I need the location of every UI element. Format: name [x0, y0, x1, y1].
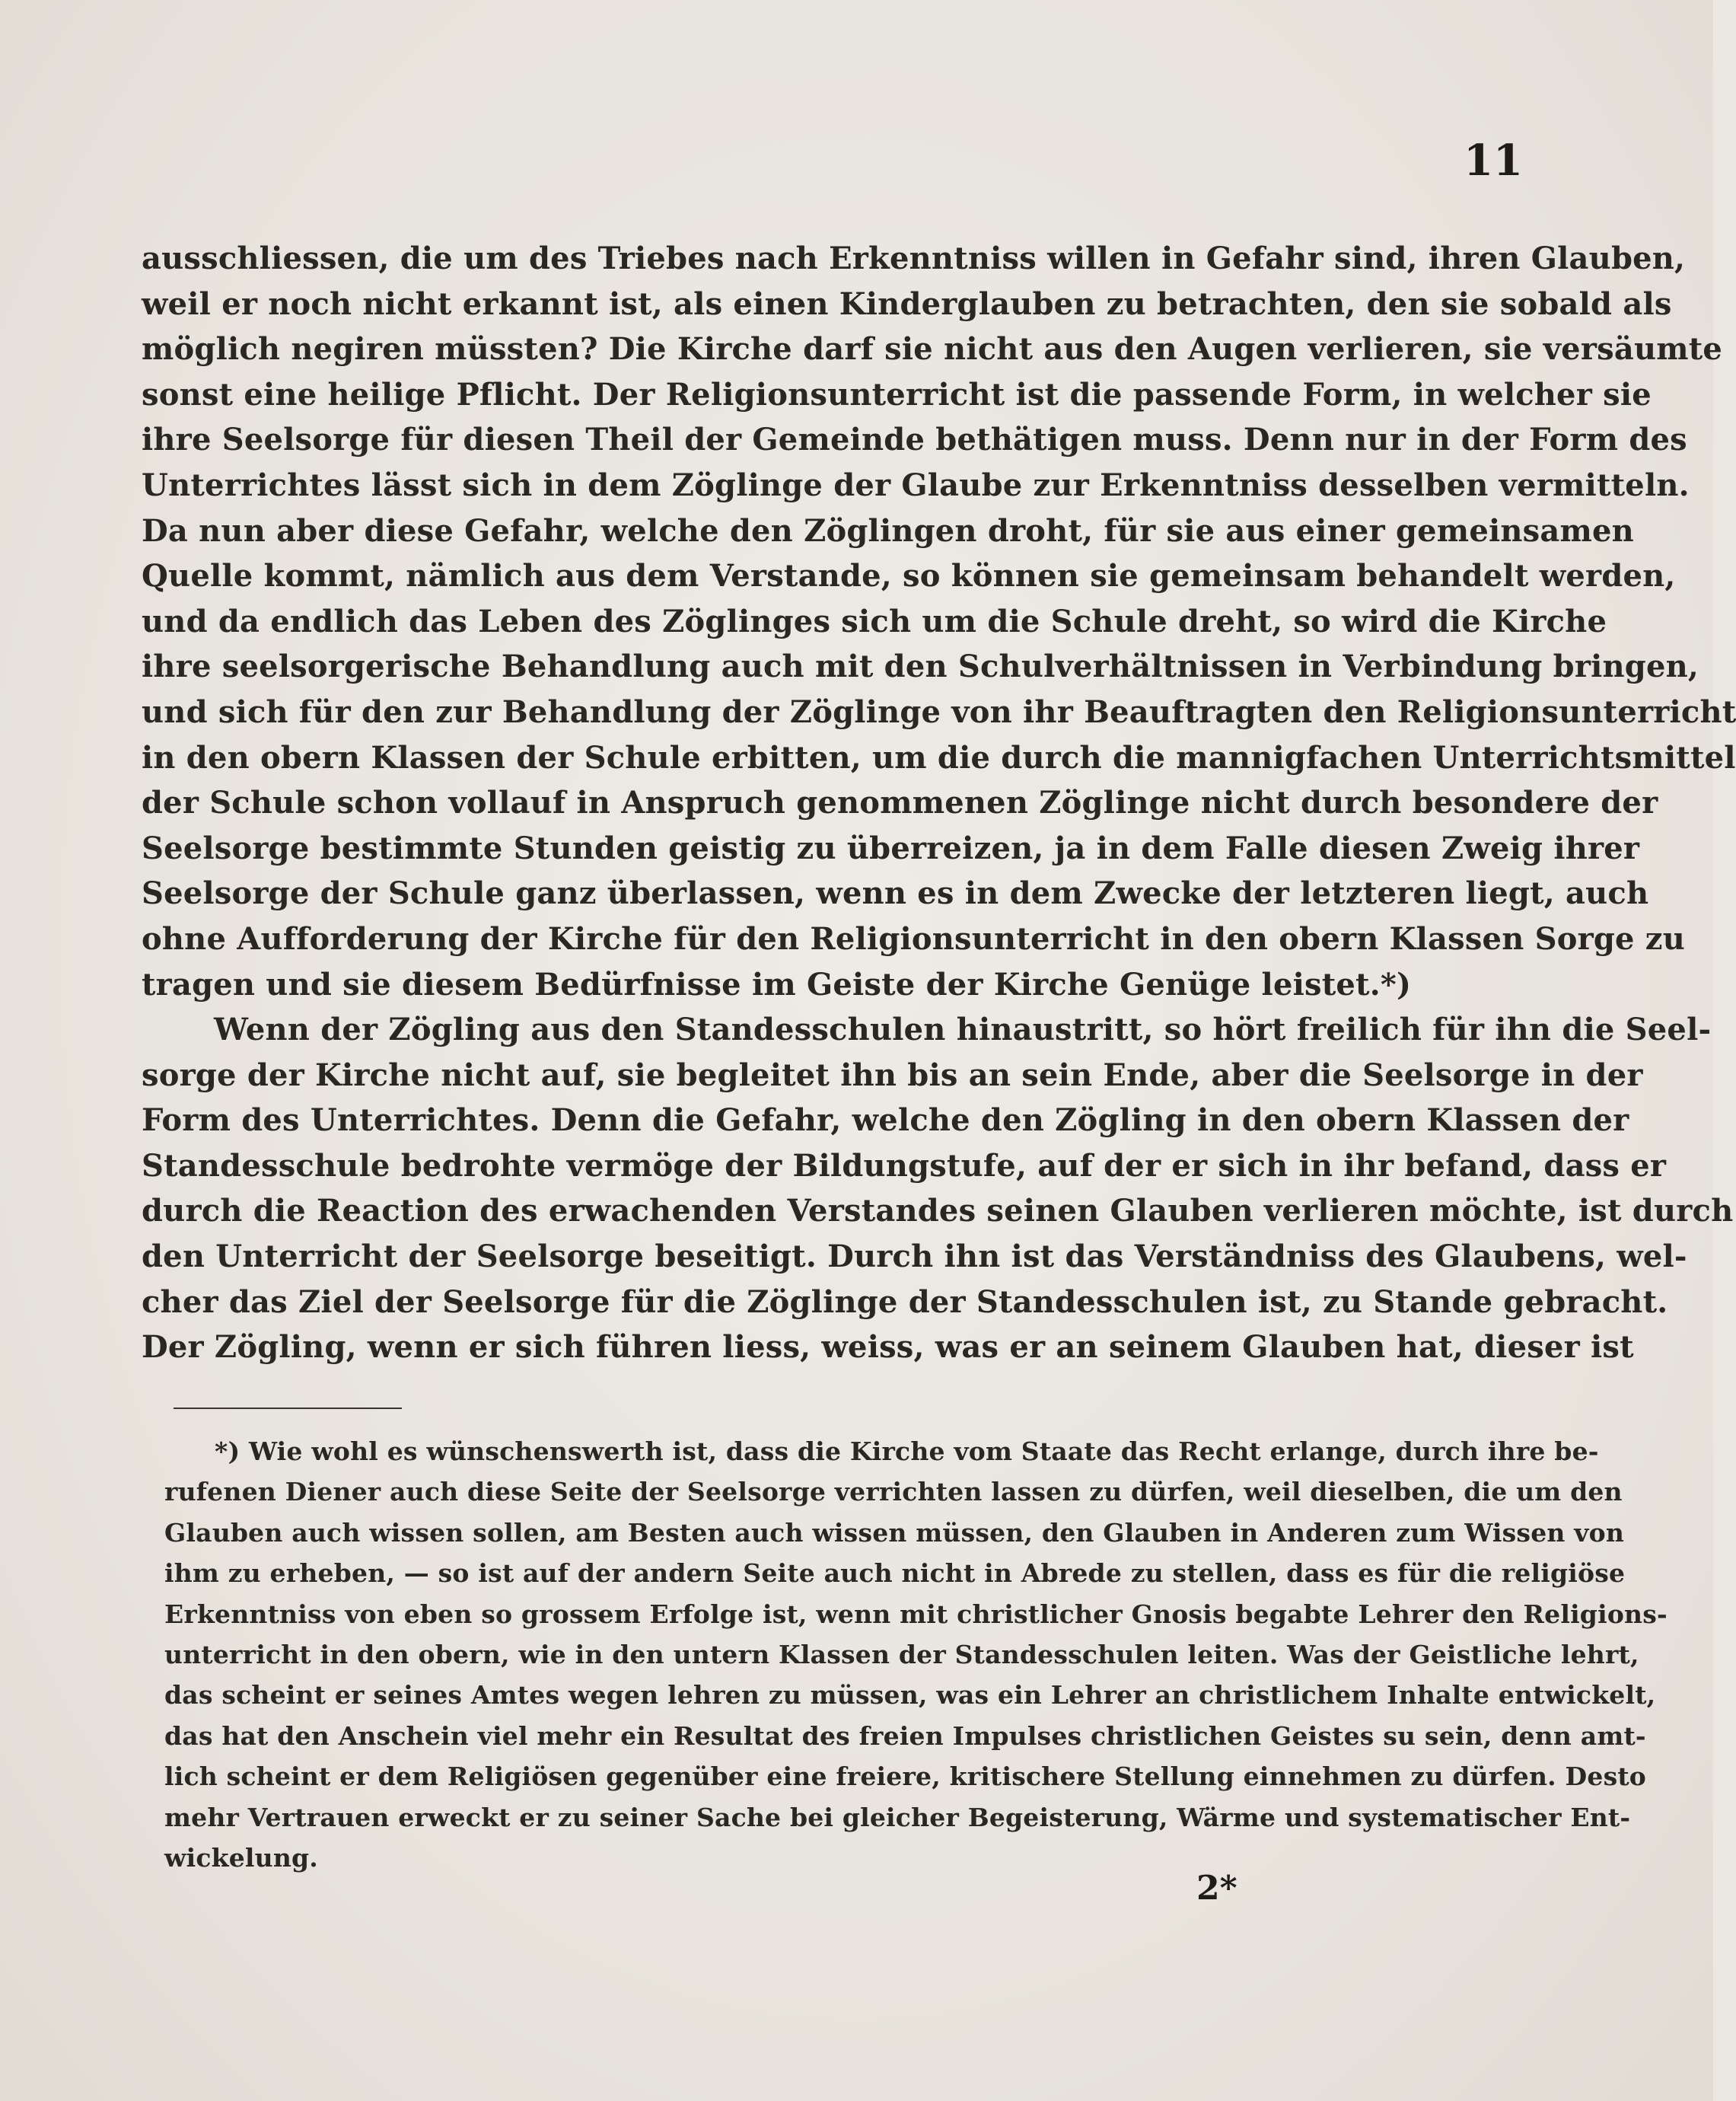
text-line: Seelsorge bestimmte Stunden geistig zu überreizen, ja in dem Falle diesen Zweig ihrer: [142, 830, 1640, 866]
text-line: sonst eine heilige Pflicht. Der Religionsunterricht ist die passende Form, in welcher sie: [142, 376, 1652, 413]
footnote-line: lich scheint er dem Religiösen gegenüber eine freiere, kritischere Stellung einnehmen zu dürfen. Desto: [164, 1761, 1647, 1792]
footnote-line: Glauben auch wissen sollen, am Besten auch wissen müssen, den Glauben in Anderen zum Wissen von: [164, 1517, 1625, 1548]
paragraph-end-line: tragen und sie diesem Bedürfnisse im Geiste der Kirche Genüge leistet.*): [142, 966, 1412, 1003]
footnote-line: mehr Vertrauen erweckt er zu seiner Sache bei gleicher Begeisterung, Wärme und systematischer Ent-: [164, 1802, 1631, 1832]
text-line: Standesschule bedrohte vermöge der Bildungstufe, auf der er sich in ihr befand, dass er: [142, 1147, 1667, 1184]
text-line: ihre seelsorgerische Behandlung auch mit den Schulverhältnissen in Verbindung bringen,: [142, 649, 1699, 685]
text-line: ihre Seelsorge für diesen Theil der Gemeinde bethätigen muss. Denn nur in der Form des: [142, 422, 1687, 458]
text-line: cher das Ziel der Seelsorge für die Zöglinge der Standesschulen ist, zu Stande gebracht.: [142, 1283, 1668, 1320]
signature-mark: 2*: [1196, 1869, 1237, 1908]
footnote-line: das hat den Anschein viel mehr ein Resultat des freien Impulses christlichen Geistes su sein, denn amt-: [164, 1720, 1646, 1751]
text-line: möglich negiren müssten? Die Kirche darf sie nicht aus den Augen verlieren, sie versäumte: [142, 331, 1723, 368]
main-text-block: [142, 236, 1736, 1370]
footnote-block: [164, 1431, 1668, 1878]
text-line: den Unterricht der Seelsorge beseitigt. Durch ihn ist das Verständniss des Glaubens, wel-: [142, 1239, 1687, 1275]
text-line: weil er noch nicht erkannt ist, als einen Kinderglauben zu betrachten, den sie sobald als: [142, 285, 1672, 322]
footnote-divider: [174, 1408, 402, 1409]
text-line: der Schule schon vollauf in Anspruch genommenen Zöglinge nicht durch besondere der: [142, 785, 1658, 821]
footnote-line: wickelung.: [164, 1842, 318, 1873]
text-line: Form des Unterrichtes. Denn die Gefahr, welche den Zögling in den obern Klassen der: [142, 1102, 1629, 1139]
text-line: und da endlich das Leben des Zöglinges sich um die Schule dreht, so wird die Kirche: [142, 603, 1607, 639]
text-line: Da nun aber diese Gefahr, welche den Zöglingen droht, für sie aus einer gemeinsamen: [142, 512, 1634, 549]
footnote-line: unterricht in den obern, wie in den untern Klassen der Standesschulen leiten. Was der Geistliche lehrt,: [164, 1639, 1639, 1669]
footnote-line: *) Wie wohl es wünschenswerth ist, dass die Kirche vom Staate das Recht erlange, durch ihre be-: [215, 1436, 1599, 1466]
paragraph-start-line: Wenn der Zögling aus den Standesschulen hinaustritt, so hört freilich für ihn die Seel-: [214, 1012, 1712, 1048]
footnote-line: ihm zu erheben, — so ist auf der andern Seite auch nicht in Abrede zu stellen, dass es für die religiöse: [164, 1558, 1626, 1589]
text-line: Unterrichtes lässt sich in dem Zöglinge der Glaube zur Erkenntniss desselben vermitteln.: [142, 467, 1690, 503]
text-line: Quelle kommt, nämlich aus dem Verstande, so können sie gemeinsam behandelt werden,: [142, 558, 1676, 595]
text-line: in den obern Klassen der Schule erbitten, um die durch die mannigfachen Unterrichtsmittel: [142, 739, 1736, 776]
text-line: sorge der Kirche nicht auf, sie begleitet ihn bis an sein Ende, aber die Seelsorge in der: [142, 1057, 1643, 1093]
text-line: Seelsorge der Schule ganz überlassen, wenn es in dem Zwecke der letzteren liegt, auch: [142, 875, 1649, 912]
footnote-line: Erkenntniss von eben so grossem Erfolge ist, wenn mit christlicher Gnosis begabte Lehrer den Religions-: [164, 1599, 1668, 1629]
page-number: 11: [1464, 135, 1523, 186]
text-line: ohne Aufforderung der Kirche für den Religionsunterricht in den obern Klassen Sorge zu: [142, 920, 1686, 957]
footnote-line: das scheint er seines Amtes wegen lehren zu müssen, was ein Lehrer an christlichem Inhalte entwickelt,: [164, 1680, 1656, 1710]
text-line: und sich für den zur Behandlung der Zöglinge von ihr Beauftragten den Religionsunterricht: [142, 693, 1736, 730]
text-line: ausschliessen, die um des Triebes nach Erkenntniss willen in Gefahr sind, ihren Glauben,: [142, 241, 1686, 276]
footnote-line: rufenen Diener auch diese Seite der Seelsorge verrichten lassen zu dürfen, weil dieselben, die um den: [164, 1477, 1623, 1507]
text-line: Der Zögling, wenn er sich führen liess, weiss, was er an seinem Glauben hat, dieser ist: [142, 1329, 1634, 1366]
text-line: durch die Reaction des erwachenden Verstandes seinen Glauben verlieren möchte, ist durch: [142, 1193, 1734, 1229]
